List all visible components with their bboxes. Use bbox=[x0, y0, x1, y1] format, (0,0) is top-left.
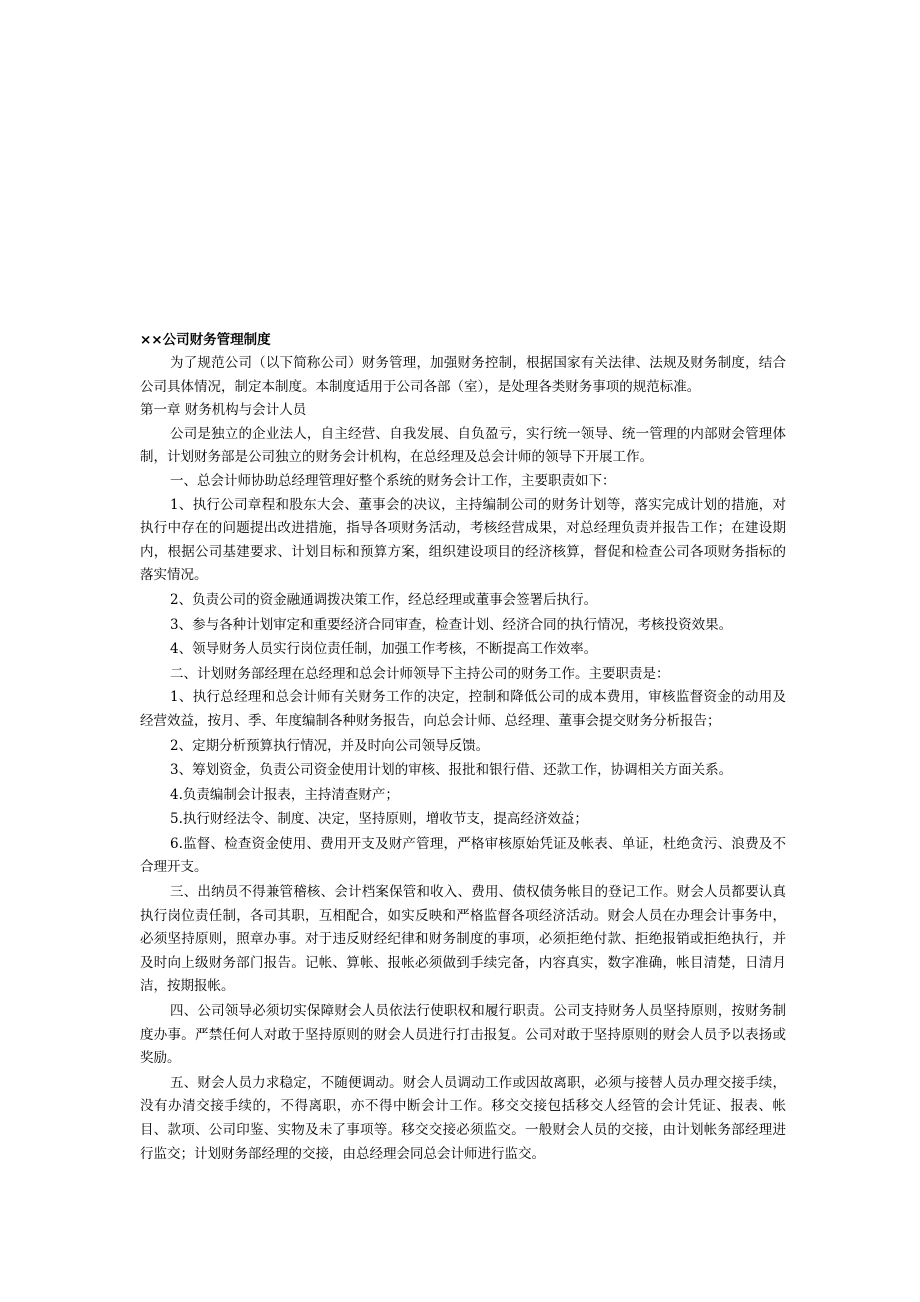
list-item: 1、执行公司章程和股东大会、董事会的决议，主持编制公司的财务计划等，落实完成计划的措施，对执行中存在的问题提出改进措施，指导各项财务活动，考核经营成果，对总经理负责并报告工作；在建设期内，根据公司基建要求、计划目标和预算方案，组织建设项目的经济核算，督促和检查公司各项财务指标的落实情况。 bbox=[140, 496, 786, 584]
list-item: 2、定期分析预算执行情况，并及时向公司领导反馈。 bbox=[170, 737, 490, 754]
section-heading-1: 一、总会计师协助总经理管理好整个系统的财务会计工作，主要职责如下： bbox=[170, 472, 616, 489]
list-item: 4.负责编制会计报表，主持清查财产； bbox=[170, 786, 399, 803]
list-item: 4、领导财务人员实行岗位责任制，加强工作考核，不断提高工作效率。 bbox=[170, 641, 598, 658]
list-item: 1、执行总经理和总会计师有关财务工作的决定，控制和降低公司的成本费用，审核监督资金的动用及经营效益，按月、季、年度编制各种财务报告，向总会计师、总经理、董事会提交财务分析报告； bbox=[140, 689, 786, 729]
list-item: 3、参与各种计划审定和重要经济合同审查，检查计划、经济合同的执行情况，考核投资效果。 bbox=[170, 616, 733, 633]
document-page bbox=[140, 328, 786, 1166]
chapter-heading: 第一章 财务机构与会计人员 bbox=[140, 402, 307, 419]
section-heading-2: 二、计划财务部经理在总经理和总会计师领导下主持公司的财务工作。主要职责是： bbox=[170, 665, 670, 682]
section-paragraph-4: 四、公司领导必须切实保障财会人员依法行使职权和履行职责。公司支持财务人员坚持原则，按财务制度办事。严禁任何人对敢于坚持原则的财会人员进行打击报复。公司对敢于坚持原则的财会人员予以表扬或奖励。 bbox=[140, 1003, 786, 1067]
list-item: 2、负责公司的资金融通调拨决策工作，经总经理或董事会签署后执行。 bbox=[170, 591, 598, 608]
paragraph-intro: 公司是独立的企业法人，自主经营、自我发展、自负盈亏，实行统一领导、统一管理的内部财会管理体制，计划财务部是公司独立的财务会计机构，在总经理及总会计师的领导下开展工作。 bbox=[140, 425, 786, 466]
section-paragraph-5: 五、财会人员力求稳定，不随便调动。财会人员调动工作或因故离职，必须与接替人员办理交接手续，没有办清交接手续的，不得离职，亦不得中断会计工作。移交交接包括移交人经管的会计凭证、报表、帐目、款项、公司印鉴、实物及未了事项等。移交交接必须监交。一般财会人员的交接，由计划帐务部经理进行监交；计划财务部经理的交接，由总经理会同总会计师进行监交。 bbox=[140, 1074, 786, 1162]
section-paragraph-3: 三、出纳员不得兼管稽核、会计档案保管和收入、费用、债权债务帐目的登记工作。财会人员都要认真执行岗位责任制，各司其职，互相配合，如实反映和严格监督各项经济活动。财会人员在办理会计事务中，必须坚持原则，照章办事。对于违反财经纪律和财务制度的事项，必须拒绝付款、拒绝报销或拒绝执行，并及时向上级财务部门报告。记帐、算帐、报帐必须做到手续完备，内容真实，数字准确，帐目清楚，日清月洁，按期报帐。 bbox=[140, 884, 786, 995]
list-item: 6.监督、检查资金使用、费用开支及财产管理，严格审核原始凭证及帐表、单证，杜绝贪污、浪费及不合理开支。 bbox=[140, 835, 786, 876]
paragraph-preamble: 为了规范公司（以下简称公司）财务管理，加强财务控制，根据国家有关法律、法规及财务制度，结合公司具体情况，制定本制度。本制度适用于公司各部（室），是处理各类财务事项的规范标准。 bbox=[140, 355, 786, 395]
list-item: 5.执行财经法令、制度、决定，坚持原则，增收节支，提高经济效益； bbox=[170, 811, 588, 828]
document-title: ××公司财务管理制度 bbox=[140, 332, 271, 348]
list-item: 3、筹划资金，负责公司资金使用计划的审核、报批和银行借、还款工作，协调相关方面关系。 bbox=[170, 762, 733, 779]
